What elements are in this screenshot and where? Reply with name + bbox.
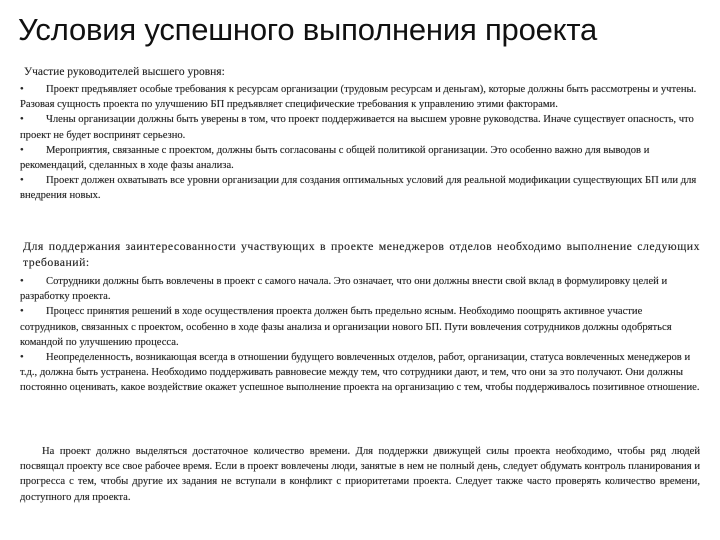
list-item-text: Члены организации должны быть уверены в том, что проект поддерживается на высшем уровне руководства. Иначе существует опасность, что проект не будет воспринят серьезно. [20, 114, 694, 141]
section-manager-interest [20, 238, 700, 396]
bullet-icon: • [20, 175, 24, 187]
list-item-text: Мероприятия, связанные с проектом, должны быть согласованы с общей политикой организации. Это особенно важно для выводов и рекомендаций, сделанных в ходе фазы анализа. [20, 144, 650, 172]
bullet-icon: • [20, 84, 24, 95]
list-item-text: Проект должен охватывать все уровни организации для создания оптимальных условий для реальной модификации существующих БП или для внедрения новых. [20, 175, 697, 202]
list-item [20, 143, 700, 173]
bullet-icon: • [20, 276, 24, 287]
bullet-icon: • [20, 306, 24, 318]
list-item-text: Неопределенность, возникающая всегда в отношении будущего вовлеченных отделов, работ, организации, статуса вовлеченных менеджеров и т.д., должна быть устранена. Необходимо поддерживать равновесие между тем, что сотрудники дают, и тем, что они за это получают. Они должны постоянно оценивать, какое воздействие окажет успешное выполнение проекта на организацию с тем, чтобы поддерживалось позитивное отношение. [20, 352, 700, 394]
list-item-text: Проект предъявляет особые требования к ресурсам организации (трудовым ресурсам и деньгам), которые должны быть рассмотрены и учтены. Разовая сущность проекта по улучшению БП предъявляет специфические требования к управлению этими факторами. [20, 84, 697, 111]
section-top-management [20, 64, 700, 204]
list-item-text: Сотрудники должны быть вовлечены в проект с самого начала. Это означает, что они должны внести свой вклад в формулировку целей и разработку проекта. [20, 276, 668, 303]
list-item-text: Процесс принятия решений в ходе осуществления проекта должен быть предельно ясным. Необходимо поощрять активное участие сотрудников, связанных с проектом, особенно в ходе фазы анализа и организации нового БП. Пути вовлечения сотрудников должны одобряться командой по улучшению процесса. [20, 306, 672, 348]
slide-title: Условия успешного выполнения проекта [18, 12, 598, 47]
list-item [20, 350, 700, 396]
list-item [20, 173, 700, 203]
list-item [20, 82, 700, 112]
bullet-icon: • [20, 144, 24, 156]
list-item [20, 112, 700, 142]
paragraph: На проект должно выделяться достаточное количество времени. Для поддержки движущей силы проекта необходимо, чтобы ряд людей посвящал проекту все свое рабочее время. Если в проект вовлечены люди, занятые в нем не полный день, следует обдумать контроль планирования и прогресса с тем, чтобы другие их задания не вступали в конфликт с приоритетами проекта. Следует также часто проверять количество времени, доступного для проекта. [20, 446, 700, 503]
list-item [20, 274, 700, 304]
section-heading: Участие руководителей высшего уровня: [24, 66, 225, 78]
list-item [20, 304, 700, 350]
bullet-icon: • [20, 352, 24, 364]
bullet-icon: • [20, 114, 24, 126]
section-heading: Для поддержания заинтересованности участвующих в проекте менеджеров отделов необходимо выполнение следующих требований: [23, 239, 700, 269]
section-time-allocation [20, 444, 700, 505]
